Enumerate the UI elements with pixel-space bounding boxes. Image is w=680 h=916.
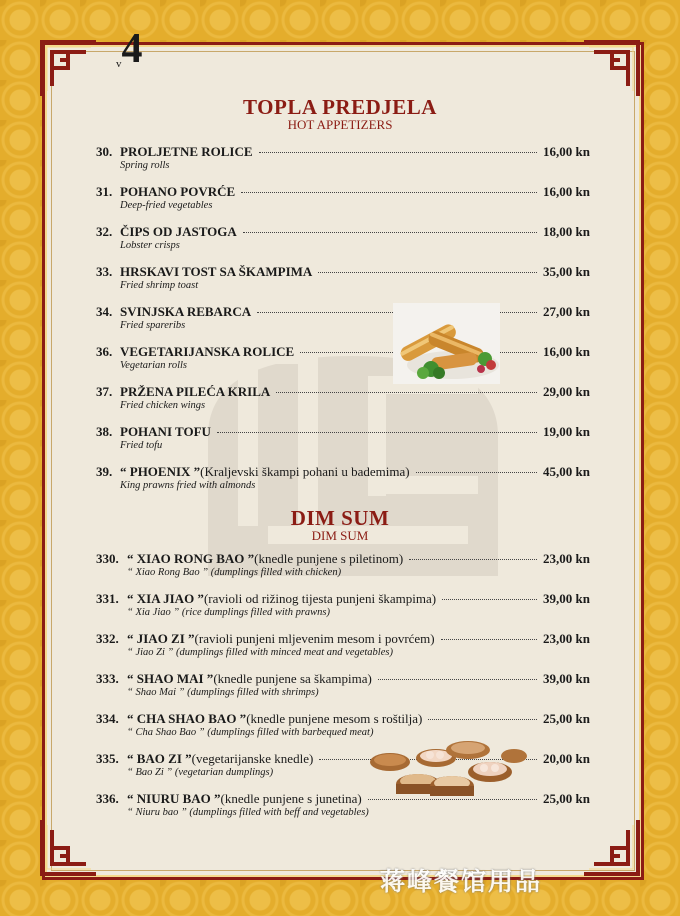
item-translation: Deep-fried vegetables (120, 200, 213, 211)
item-number: 333. (96, 671, 119, 686)
leader-dots (241, 192, 537, 193)
item-number: 332. (96, 631, 119, 646)
corner-ornament-icon (38, 816, 100, 878)
item-number: 38. (96, 424, 113, 439)
item-name: “ NIURU BAO ” (127, 791, 221, 806)
item-price: 19,00 kn (543, 424, 590, 439)
menu-item (96, 304, 590, 338)
item-description: (knedle punjene s piletinom) (254, 551, 404, 566)
page-number-prefix: v (116, 58, 122, 70)
menu-item (96, 424, 590, 458)
item-number: 335. (96, 751, 119, 766)
item-translation: “ Xia Jiao ” (rice dumplings filled with prawns) (127, 607, 331, 618)
page-number (116, 28, 143, 70)
item-name: VEGETARIJANSKA ROLICE (120, 344, 295, 359)
item-name: “ XIAO RONG BAO ” (127, 551, 255, 566)
item-description: (knedle punjene sa škampima) (213, 671, 372, 686)
item-name: “ JIAO ZI ” (127, 631, 195, 646)
section-title: TOPLA PREDJELA (243, 95, 437, 119)
menu-item (96, 551, 590, 585)
corner-ornament-icon (580, 816, 642, 878)
item-price: 29,00 kn (543, 384, 590, 399)
item-name: PRŽENA PILEĆA KRILA (120, 384, 271, 399)
item-number: 33. (96, 264, 113, 279)
section-subtitle: DIM SUM (311, 528, 369, 543)
item-description: (ravioli punjeni mljevenim mesom i povrćem) (194, 631, 435, 646)
item-price: 23,00 kn (543, 551, 590, 566)
item-number: 336. (96, 791, 119, 806)
leader-dots (318, 272, 537, 273)
item-price: 20,00 kn (543, 751, 590, 766)
item-number: 39. (96, 464, 113, 479)
item-number: 334. (96, 711, 119, 726)
item-name: SVINJSKA REBARCA (120, 304, 252, 319)
item-name: POHANI TOFU (120, 424, 211, 439)
section-title: DIM SUM (290, 506, 390, 530)
item-number: 34. (96, 304, 113, 319)
menu-item (96, 464, 590, 498)
item-translation: “ Cha Shao Bao ” (dumplings filled with barbequed meat) (127, 727, 374, 738)
item-price: 16,00 kn (543, 344, 590, 359)
menu-item (96, 144, 590, 178)
leader-dots (428, 719, 537, 720)
watermark-text: 蒋峰餐馆用品 (380, 867, 543, 896)
item-price: 23,00 kn (543, 631, 590, 646)
item-translation: Lobster crisps (120, 240, 180, 251)
item-description: (knedle punjene s junetina) (220, 791, 362, 806)
item-number: 30. (96, 144, 113, 159)
menu-item (96, 671, 590, 705)
item-translation: “ Jiao Zi ” (dumplings filled with minced meat and vegetables) (127, 647, 393, 658)
item-name: “ CHA SHAO BAO ” (127, 711, 247, 726)
item-translation: “ Bao Zi ” (vegetarian dumplings) (127, 767, 274, 778)
leader-dots (416, 472, 537, 473)
item-name: HRSKAVI TOST SA ŠKAMPIMA (120, 264, 313, 279)
item-name: “ PHOENIX ” (120, 464, 201, 479)
item-number: 36. (96, 344, 113, 359)
item-translation: “ Xiao Rong Bao ” (dumplings filled with chicken) (127, 567, 342, 578)
menu-item (96, 224, 590, 258)
leader-dots (441, 639, 537, 640)
page-number-value: 4 (121, 26, 143, 72)
item-name: POHANO POVRĆE (120, 184, 236, 199)
item-name: “ XIA JIAO ” (127, 591, 204, 606)
item-translation: Fried spareribs (120, 320, 186, 331)
leader-dots (276, 392, 537, 393)
spring-rolls-photo (393, 303, 500, 384)
corner-ornament-icon (580, 38, 642, 100)
item-translation: Fried chicken wings (120, 400, 206, 411)
item-price: 25,00 kn (543, 791, 590, 806)
item-description: (knedle punjene mesom s roštilja) (246, 711, 423, 726)
leader-dots (378, 679, 537, 680)
item-name: “ BAO ZI ” (127, 751, 192, 766)
menu-item (96, 264, 590, 298)
item-number: 37. (96, 384, 113, 399)
menu-item (96, 344, 590, 378)
item-number: 31. (96, 184, 113, 199)
item-price: 16,00 kn (543, 144, 590, 159)
item-translation: “ Niuru bao ” (dumplings filled with beff and vegetables) (127, 807, 369, 818)
item-name: “ SHAO MAI ” (127, 671, 214, 686)
leader-dots (217, 432, 537, 433)
section-heading-hot-appetizers (0, 96, 680, 132)
item-price: 45,00 kn (543, 464, 590, 479)
leader-dots (243, 232, 537, 233)
menu-item (96, 631, 590, 665)
item-description: (vegetarijanske knedle) (191, 751, 314, 766)
leader-dots (409, 559, 537, 560)
item-name: PROLJETNE ROLICE (120, 144, 253, 159)
item-description: (Kraljevski škampi pohani u bademima) (200, 464, 410, 479)
item-price: 27,00 kn (543, 304, 590, 319)
item-name: ČIPS OD JASTOGA (120, 224, 237, 239)
corner-ornament-icon (38, 38, 100, 100)
item-price: 25,00 kn (543, 711, 590, 726)
menu-item (96, 184, 590, 218)
item-translation: King prawns fried with almonds (120, 480, 256, 491)
dim-sum-steamers-photo (368, 736, 528, 802)
item-translation: Vegetarian rolls (120, 360, 187, 371)
item-translation: “ Shao Mai ” (dumplings filled with shrimps) (127, 687, 319, 698)
item-description: (ravioli od rižinog tijesta punjeni škampima) (203, 591, 437, 606)
leader-dots (442, 599, 537, 600)
item-price: 39,00 kn (543, 671, 590, 686)
item-price: 39,00 kn (543, 591, 590, 606)
section-subtitle: HOT APPETIZERS (287, 117, 393, 132)
leader-dots (259, 152, 537, 153)
item-price: 16,00 kn (543, 184, 590, 199)
menu-item (96, 384, 590, 418)
section-heading-dim-sum (0, 507, 680, 543)
item-price: 35,00 kn (543, 264, 590, 279)
item-number: 331. (96, 591, 119, 606)
menu-item (96, 591, 590, 625)
item-translation: Fried tofu (120, 440, 163, 451)
item-number: 330. (96, 551, 119, 566)
item-translation: Fried shrimp toast (120, 280, 199, 291)
item-translation: Spring rolls (120, 160, 170, 171)
item-number: 32. (96, 224, 113, 239)
item-price: 18,00 kn (543, 224, 590, 239)
